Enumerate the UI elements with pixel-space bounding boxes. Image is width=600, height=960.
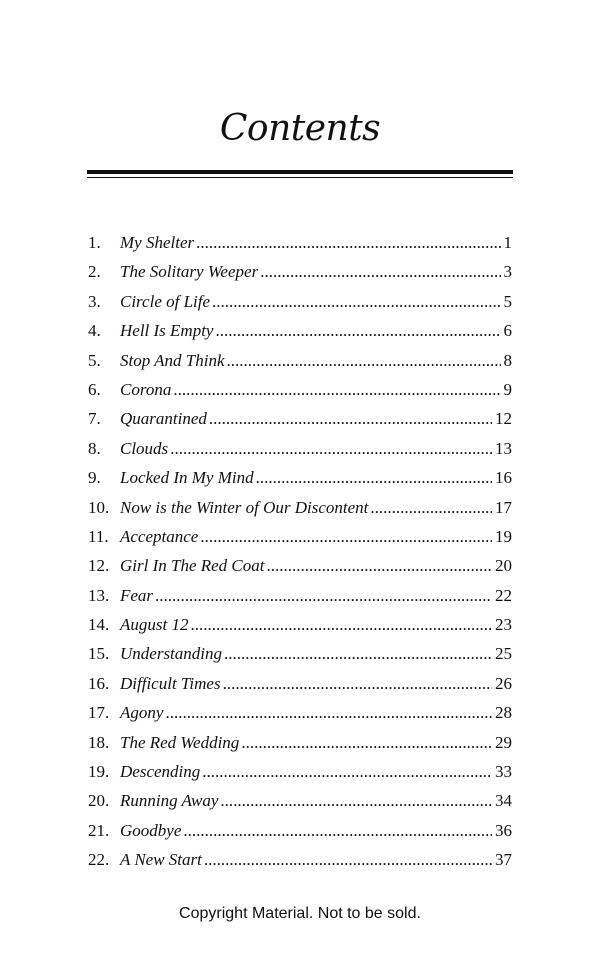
- toc-page-number: 20: [495, 556, 512, 576]
- toc-number: 18.: [88, 732, 110, 752]
- toc-page-number: 1: [503, 233, 512, 252]
- toc-leader: [165, 698, 492, 727]
- toc-number: 21.: [88, 820, 110, 840]
- page-title: Contents: [219, 108, 381, 149]
- toc-title: The Solitary Weeper: [120, 262, 259, 282]
- toc-leader: [241, 728, 492, 757]
- toc-entry[interactable]: [88, 316, 512, 345]
- toc-title: Stop And Think: [120, 350, 225, 370]
- toc-title: Clouds: [120, 438, 169, 458]
- toc-page-number: 3: [503, 262, 512, 282]
- toc-number: 14.: [88, 615, 110, 635]
- toc-page-number: 17: [495, 497, 512, 517]
- toc-leader: [223, 669, 492, 698]
- toc-entry[interactable]: [88, 434, 512, 463]
- toc-title: Circle of Life: [120, 291, 211, 311]
- toc-leader: [256, 463, 492, 492]
- toc-title: Difficult Times: [120, 673, 221, 693]
- toc-leader: [200, 522, 492, 551]
- toc-number: 4.: [88, 321, 101, 341]
- toc-leader: [196, 228, 500, 257]
- title-rule-thin: [87, 177, 513, 178]
- toc-number: 20.: [88, 791, 110, 811]
- toc-leader: [190, 610, 492, 639]
- toc-title: Understanding: [120, 644, 222, 664]
- toc-entry[interactable]: [88, 581, 512, 610]
- title-rule-thick: [87, 170, 513, 174]
- toc-leader: [370, 493, 492, 522]
- toc-title: Now is the Winter of Our Discontent: [120, 497, 369, 517]
- table-of-contents: [88, 228, 512, 875]
- toc-page-number: 12: [495, 409, 512, 429]
- toc-entry[interactable]: [88, 346, 512, 375]
- toc-title: Goodbye: [120, 820, 182, 840]
- toc-number: 19.: [88, 762, 110, 782]
- toc-number: 1.: [88, 233, 101, 252]
- toc-title: Girl In The Red Coat: [120, 556, 265, 576]
- toc-title: The Red Wedding: [120, 732, 240, 752]
- toc-title: August 12: [120, 615, 189, 635]
- toc-leader: [209, 404, 492, 433]
- toc-page-number: 19: [495, 526, 512, 546]
- copyright-notice: Copyright Material. Not to be sold.: [179, 905, 421, 922]
- toc-page-number: 36: [495, 820, 512, 840]
- toc-number: 17.: [88, 703, 110, 723]
- toc-number: 11.: [88, 526, 109, 546]
- toc-page-number: 25: [495, 644, 512, 664]
- toc-entry[interactable]: [88, 551, 512, 580]
- toc-page-number: 9: [503, 379, 512, 399]
- toc-leader: [202, 757, 492, 786]
- toc-leader: [260, 257, 500, 286]
- toc-number: 9.: [88, 468, 101, 488]
- toc-number: 12.: [88, 556, 110, 576]
- toc-entry[interactable]: [88, 786, 512, 815]
- toc-number: 8.: [88, 438, 101, 458]
- toc-title: Descending: [120, 762, 201, 782]
- toc-entry[interactable]: [88, 757, 512, 786]
- toc-title: Acceptance: [120, 526, 199, 546]
- toc-entry[interactable]: [88, 287, 512, 316]
- toc-leader: [170, 434, 492, 463]
- toc-page-number: 8: [503, 350, 512, 370]
- toc-entry[interactable]: [88, 610, 512, 639]
- toc-entry[interactable]: [88, 698, 512, 727]
- toc-entry[interactable]: [88, 639, 512, 668]
- toc-page-number: 26: [495, 673, 512, 693]
- toc-page-number: 23: [495, 615, 512, 635]
- toc-leader: [204, 845, 492, 874]
- toc-title: My Shelter: [120, 233, 195, 252]
- toc-title: Corona: [120, 379, 172, 399]
- toc-title: A New Start: [120, 850, 202, 870]
- toc-number: 15.: [88, 644, 110, 664]
- toc-entry[interactable]: [88, 522, 512, 551]
- toc-number: 3.: [88, 291, 101, 311]
- toc-title: Fear: [120, 585, 154, 605]
- toc-page-number: 6: [503, 321, 512, 341]
- toc-page-number: 22: [495, 585, 512, 605]
- toc-leader: [224, 639, 492, 668]
- toc-leader: [215, 316, 500, 345]
- toc-number: 6.: [88, 379, 101, 399]
- toc-leader: [155, 581, 492, 610]
- toc-entry[interactable]: [88, 375, 512, 404]
- toc-entry[interactable]: [88, 669, 512, 698]
- toc-number: 7.: [88, 409, 101, 429]
- toc-leader: [212, 287, 500, 316]
- toc-page-number: 33: [495, 762, 512, 782]
- toc-entry[interactable]: [88, 493, 512, 522]
- toc-number: 2.: [88, 262, 101, 282]
- toc-leader: [173, 375, 500, 404]
- toc-leader: [267, 551, 493, 580]
- toc-entry[interactable]: [88, 257, 512, 286]
- toc-entry[interactable]: [88, 463, 512, 492]
- toc-entry[interactable]: [88, 816, 512, 845]
- toc-entry[interactable]: [88, 404, 512, 433]
- toc-page-number: 16: [495, 468, 512, 488]
- toc-entry[interactable]: [88, 728, 512, 757]
- toc-title: Quarantined: [120, 409, 207, 429]
- toc-title: Running Away: [120, 791, 219, 811]
- toc-number: 10.: [88, 497, 110, 517]
- toc-number: 5.: [88, 350, 101, 370]
- toc-number: 13.: [88, 585, 110, 605]
- toc-leader: [227, 346, 501, 375]
- toc-number: 22.: [88, 850, 110, 870]
- toc-entry[interactable]: [88, 228, 512, 257]
- toc-title: Hell Is Empty: [120, 321, 214, 341]
- toc-page-number: 28: [495, 703, 512, 723]
- toc-entry[interactable]: [88, 845, 512, 874]
- toc-title: Agony: [120, 703, 164, 723]
- toc-title: Locked In My Mind: [120, 468, 254, 488]
- toc-leader: [183, 816, 492, 845]
- toc-number: 16.: [88, 673, 110, 693]
- toc-page-number: 37: [495, 850, 512, 870]
- toc-leader: [220, 786, 492, 815]
- toc-page-number: 29: [495, 732, 512, 752]
- toc-page-number: 13: [495, 438, 512, 458]
- toc-page-number: 5: [503, 291, 512, 311]
- toc-page-number: 34: [495, 791, 512, 811]
